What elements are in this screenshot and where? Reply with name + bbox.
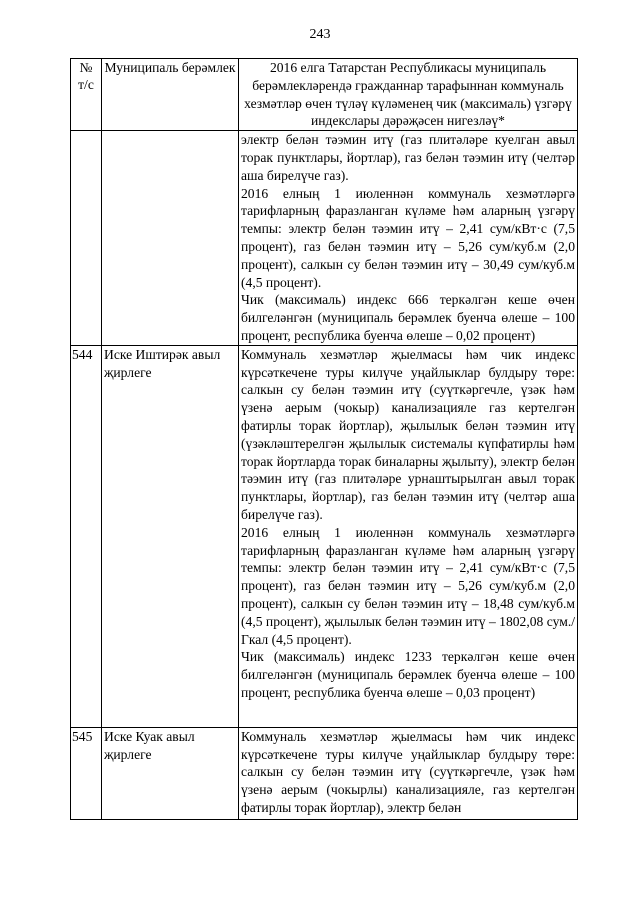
header-description: 2016 елга Татарстан Республикасы муниципаль берәмлекләрендә гражданнар тарафыннан коммуналь хезмәтләр өчен түләү күләменең чик (максималь) үзгәрү индекслары дәрәҗәсен нигезләү*	[239, 59, 578, 131]
header-municipality: Муниципаль берәмлек	[102, 59, 239, 131]
description-paragraph: Коммуналь хезмәтләр җыелмасы һәм чик индекс күрсәткечене туры килүче уңайлыклар булдыру төре: салкын су белән тәэмин итү (суүткәргечле, үзәк һәм үзенә аерым (чокыр) канализацияле газ кертелгән фатирлы торак йортлар), җылылык белән тәэмин итү (үзәкләштерелгән җылылык системалы күпфатирлы һәм торак йортларда торак биналарны җылыту), электр белән тәэмин итү (газ плитәләре урнаштырылган авыл торак пунктлары, йортлар), газ белән тәэмин итү (челтәр аша бирелүче газ).	[241, 346, 575, 522]
description-paragraph: электр белән тәэмин итү (газ плитәләре куелган авыл торак пунктлары, йортлар), газ белән тәэмин итү (челтәр аша бирелүче газ).	[241, 132, 575, 183]
row-number: 544	[71, 345, 102, 727]
tariff-table	[70, 58, 578, 820]
description-paragraph: 2016 елның 1 июленнән коммуналь хезмәтләргә тарифларның фаразланган күләме һәм аларның үзгәрү темпы: электр белән тәэмин итү – 2,41 сум/кВт·с (7,5 процент), газ белән тәэмин итү – 5,26 сум/куб.м (2,0 процент), салкын су белән тәэмин итү – 30,49 сум/куб.м (4,5 процент).	[241, 185, 575, 290]
table-row	[71, 727, 578, 819]
table-row	[71, 131, 578, 346]
description-paragraph: Чик (максималь) индекс 1233 теркәлгән кеше өчен билгеләнгән (муниципаль берәмлек буенча өлеше – 100 процент, республика буенча өлеше – 0,03 процент)	[241, 649, 575, 700]
row-description	[239, 345, 578, 727]
row-municipality: Иске Иштирәк авыл җирлеге	[102, 345, 239, 727]
description-paragraph: Чик (максималь) индекс 666 теркәлгән кеше өчен билгеләнгән (муниципаль берәмлек буенча өлеше – 100 процент, республика буенча өлеше – 0,02 процент)	[241, 292, 575, 343]
description-paragraph: Коммуналь хезмәтләр җыелмасы һәм чик индекс күрсәткечене туры килүче уңайлыклар булдыру төре: салкын су белән тәэмин итү (суүткәргечле, үзәк һәм үзенә аерым (чокырлы) канализацияле, газ кертелгән фатирлы торак йортлар), электр белән	[241, 728, 575, 815]
row-description	[239, 727, 578, 819]
description-paragraph: 2016 елның 1 июленнән коммуналь хезмәтләргә тарифларның фаразланган күләме һәм аларның үзгәрү темпы: электр белән тәэмин итү – 2,41 сум/кВт·с (7,5 процент), газ белән тәэмин итү – 5,26 сум/куб.м (2,0 процент), салкын су белән тәэмин итү – 18,48 сум/куб.м (4,5 процент), җылылык белән тәэмин итү – 1802,08 сум./Гкал (4,5 процент).	[241, 524, 575, 647]
row-municipality: Иске Куак авыл җирлеге	[102, 727, 239, 819]
table-row	[71, 345, 578, 727]
row-description	[239, 131, 578, 346]
table-header-row	[71, 59, 578, 131]
row-number: 545	[71, 727, 102, 819]
header-number: № т/с	[71, 59, 102, 131]
row-number	[71, 131, 102, 346]
page-number: 243	[309, 27, 331, 42]
row-municipality	[102, 131, 239, 346]
